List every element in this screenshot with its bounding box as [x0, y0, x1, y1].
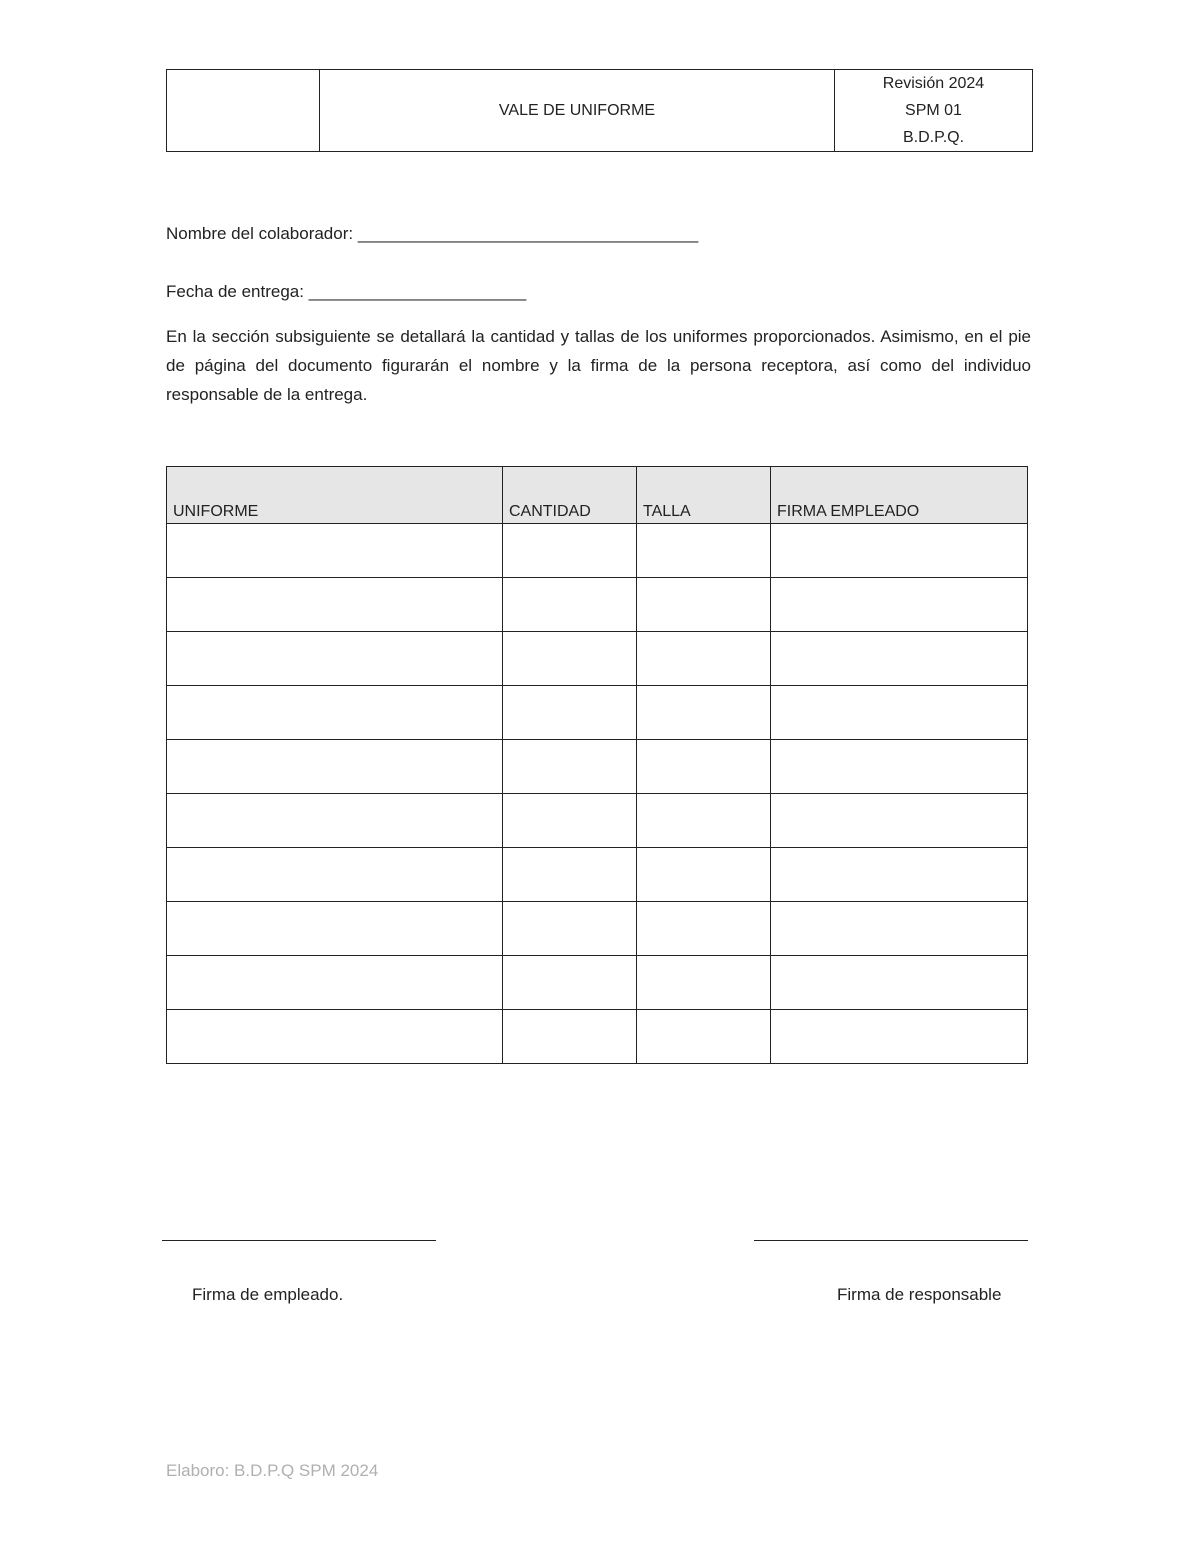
size-cell[interactable]: [637, 686, 771, 740]
quantity-cell[interactable]: [503, 848, 637, 902]
delivery-date-field: [166, 282, 526, 302]
table-row: [167, 956, 1028, 1010]
employee-signature-cell[interactable]: [771, 740, 1028, 794]
uniform-cell[interactable]: [167, 794, 503, 848]
collaborator-name-field: [166, 224, 698, 244]
uniform-cell[interactable]: [167, 902, 503, 956]
employee-signature-cell[interactable]: [771, 632, 1028, 686]
column-header-employee-signature: FIRMA EMPLEADO: [771, 467, 1028, 524]
table-row: [167, 794, 1028, 848]
document-title: VALE DE UNIFORME: [320, 70, 835, 152]
delivery-date-blank: _______________________: [308, 282, 527, 301]
quantity-cell[interactable]: [503, 740, 637, 794]
logo-cell: [167, 70, 320, 152]
employee-signature-cell[interactable]: [771, 578, 1028, 632]
document-header: [166, 69, 1033, 152]
size-cell[interactable]: [637, 578, 771, 632]
size-cell[interactable]: [637, 740, 771, 794]
employee-signature-cell[interactable]: [771, 1010, 1028, 1064]
table-row: [167, 524, 1028, 578]
column-header-quantity: CANTIDAD: [503, 467, 637, 524]
document-code: SPM 01: [905, 102, 962, 119]
size-cell[interactable]: [637, 632, 771, 686]
uniform-cell[interactable]: [167, 848, 503, 902]
table-header-row: [167, 467, 1028, 524]
collaborator-name-label: Nombre del colaborador:: [166, 224, 354, 243]
collaborator-name-blank: ____________________________________: [357, 224, 699, 243]
uniform-cell[interactable]: [167, 1010, 503, 1064]
quantity-cell[interactable]: [503, 1010, 637, 1064]
intro-paragraph: En la sección subsiguiente se detallará la cantidad y tallas de los uniformes proporcionados. Asimismo, en el pie de página del documento figurarán el nombre y la firma de la persona receptora, así como del individuo responsable de la entrega.: [166, 327, 1031, 404]
author-initials: B.D.P.Q.: [902, 129, 965, 146]
column-header-size: TALLA: [637, 467, 771, 524]
delivery-date-label: Fecha de entrega:: [166, 282, 304, 301]
quantity-cell[interactable]: [503, 578, 637, 632]
uniform-cell[interactable]: [167, 524, 503, 578]
responsible-signature-label: Firma de responsable: [837, 1285, 1002, 1304]
size-cell[interactable]: [637, 794, 771, 848]
quantity-cell[interactable]: [503, 794, 637, 848]
table-row: [167, 1010, 1028, 1064]
table-row: [167, 686, 1028, 740]
employee-signature-cell[interactable]: [771, 794, 1028, 848]
uniform-cell[interactable]: [167, 632, 503, 686]
size-cell[interactable]: [637, 848, 771, 902]
uniform-cell[interactable]: [167, 686, 503, 740]
employee-signature-line: [162, 1240, 436, 1241]
table-row: [167, 848, 1028, 902]
revision-year: Revisión 2024: [882, 75, 985, 92]
employee-signature-cell[interactable]: [771, 902, 1028, 956]
responsible-signature-line: [754, 1240, 1028, 1241]
size-cell[interactable]: [637, 524, 771, 578]
uniform-table: [166, 466, 1028, 1064]
employee-signature-cell[interactable]: [771, 848, 1028, 902]
table-row: [167, 578, 1028, 632]
size-cell[interactable]: [637, 902, 771, 956]
table-row: [167, 902, 1028, 956]
uniform-cell[interactable]: [167, 578, 503, 632]
quantity-cell[interactable]: [503, 686, 637, 740]
table-body: [167, 524, 1028, 1064]
revision-info: [835, 70, 1033, 152]
uniform-cell[interactable]: [167, 740, 503, 794]
quantity-cell[interactable]: [503, 524, 637, 578]
quantity-cell[interactable]: [503, 956, 637, 1010]
employee-signature-cell[interactable]: [771, 524, 1028, 578]
size-cell[interactable]: [637, 956, 771, 1010]
column-header-uniform: UNIFORME: [167, 467, 503, 524]
size-cell[interactable]: [637, 1010, 771, 1064]
employee-signature-cell[interactable]: [771, 956, 1028, 1010]
employee-signature-label: Firma de empleado.: [192, 1285, 344, 1304]
uniform-cell[interactable]: [167, 956, 503, 1010]
quantity-cell[interactable]: [503, 632, 637, 686]
footer-text: Elaboro: B.D.P.Q SPM 2024: [166, 1461, 379, 1480]
quantity-cell[interactable]: [503, 902, 637, 956]
table-row: [167, 740, 1028, 794]
table-row: [167, 632, 1028, 686]
employee-signature-cell[interactable]: [771, 686, 1028, 740]
